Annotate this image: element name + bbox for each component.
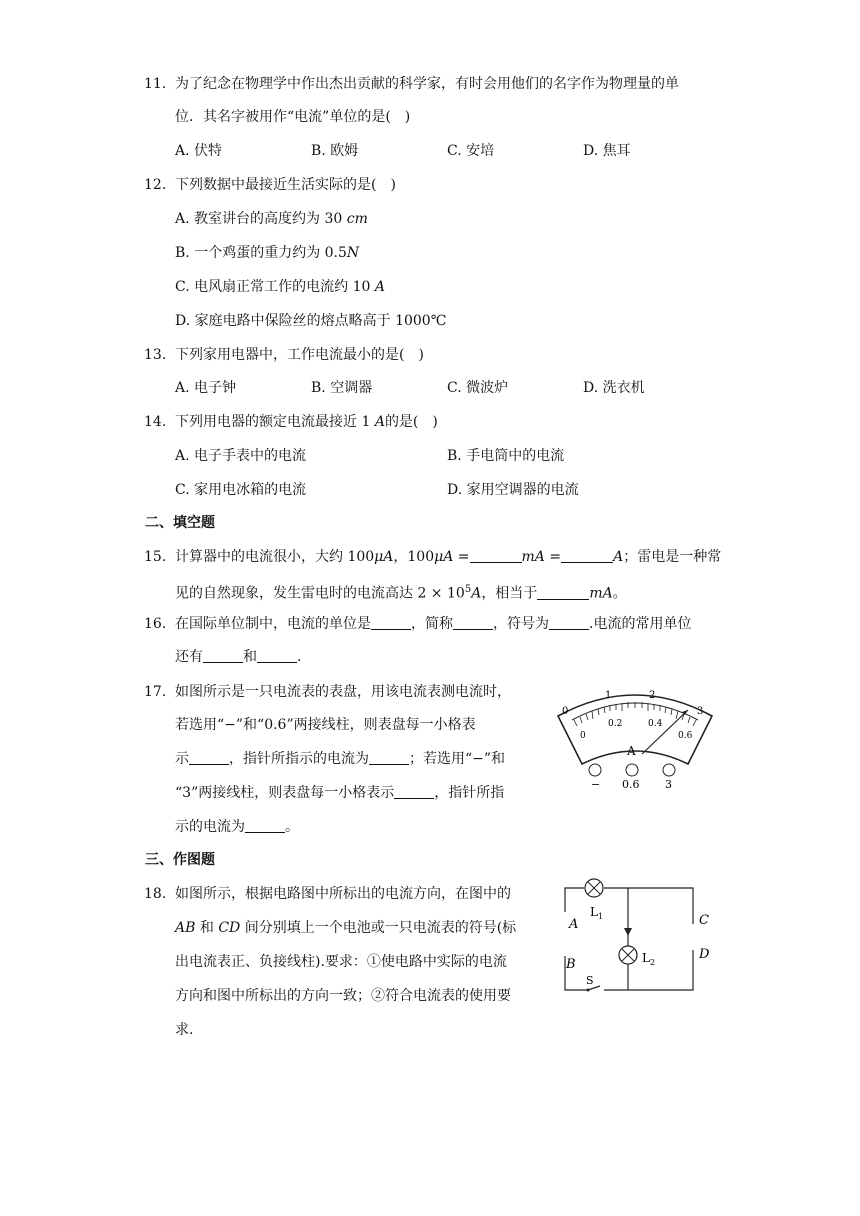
option-c[interactable]: C. 安培 bbox=[447, 143, 495, 159]
question-stem-line2: 见的自然现象，发生雷电时的电流高达 $2 \times 10^5A$，相当于 mA。 bbox=[175, 584, 627, 602]
question-stem-line1: 为了纪念在物理学中作出杰出贡献的科学家，有时会用他们的名字作为物理量的单 bbox=[175, 76, 679, 92]
option-b[interactable]: B. 欧姆 bbox=[311, 143, 359, 159]
question-stem-line3: 示 ，指针所指示的电流为 ；若选用“−”和 bbox=[175, 751, 506, 767]
wire-bottom-right bbox=[604, 962, 693, 990]
terminal-label: 0.6 bbox=[622, 778, 640, 791]
option-c[interactable]: C. 微波炉 bbox=[447, 380, 509, 396]
wire-a-top bbox=[565, 888, 584, 912]
answer-blank[interactable] bbox=[203, 648, 243, 663]
option-a[interactable]: A. 伏特 bbox=[175, 143, 223, 159]
upper-tick-label: 1 bbox=[605, 690, 612, 701]
switch-contact bbox=[587, 989, 590, 992]
terminal-0.6[interactable] bbox=[626, 764, 638, 776]
current-arrow bbox=[624, 928, 632, 936]
answer-blank[interactable] bbox=[561, 548, 613, 563]
switch-label: S bbox=[586, 974, 594, 987]
terminal-label: 3 bbox=[665, 778, 672, 791]
answer-blank[interactable] bbox=[369, 750, 409, 765]
point-b-label: B bbox=[566, 957, 576, 972]
option-d[interactable]: D. 家庭电路中保险丝的熔点略高于 1000℃ bbox=[175, 313, 447, 329]
question-number: 11. bbox=[144, 76, 167, 92]
question-stem-line4: 方向和图中所标出的方向一致；②符合电流表的使用要 bbox=[175, 988, 511, 1004]
question-stem-line4: “3”两接线柱，则表盘每一小格表示 ，指针所指 bbox=[175, 785, 505, 801]
question-number: 16. bbox=[144, 616, 167, 632]
upper-tick-label: 2 bbox=[649, 690, 656, 701]
point-d-label: D bbox=[699, 947, 710, 962]
option-b[interactable]: B. 手电筒中的电流 bbox=[447, 448, 565, 464]
question-number: 13. bbox=[144, 347, 167, 363]
question-stem-line5: 示的电流为 。 bbox=[175, 819, 299, 835]
option-c[interactable]: C. 家用电冰箱的电流 bbox=[175, 482, 307, 498]
question-stem-line1: 在国际单位制中，电流的单位是 ，简称 ，符号为 .电流的常用单位 bbox=[175, 616, 692, 632]
question-stem-line5: 求. bbox=[175, 1022, 194, 1038]
question-stem-line3: 出电流表正、负接线柱).要求：①使电路中实际的电流 bbox=[175, 954, 507, 970]
question-stem-line1: 计算器中的电流很小，大约 100μA，100μA = mA = A；雷电是一种常 bbox=[175, 549, 722, 565]
question-number: 14. bbox=[144, 414, 167, 430]
section-heading-drawing: 三、作图题 bbox=[145, 852, 215, 868]
upper-tick-label: 3 bbox=[697, 706, 704, 717]
answer-blank[interactable] bbox=[371, 615, 411, 630]
question-stem-line2: 还有 和 . bbox=[175, 649, 302, 665]
question-stem-line1: 如图所示是一只电流表的表盘，用该电流表测电流时， bbox=[175, 684, 511, 700]
question-stem: 下列用电器的额定电流最接近 1 A的是( ) bbox=[175, 414, 438, 430]
question-number: 12. bbox=[144, 177, 167, 193]
answer-blank[interactable] bbox=[537, 585, 589, 600]
scale-ticks bbox=[574, 702, 696, 726]
option-a[interactable]: A. 电子钟 bbox=[175, 380, 237, 396]
terminal-negative[interactable] bbox=[589, 764, 601, 776]
wire-top-right bbox=[604, 888, 693, 912]
ammeter-dial-figure bbox=[550, 676, 720, 796]
answer-blank[interactable] bbox=[257, 648, 297, 663]
answer-blank[interactable] bbox=[453, 615, 493, 630]
circuit-diagram-figure bbox=[560, 876, 720, 998]
question-number: 15. bbox=[144, 549, 167, 565]
option-d[interactable]: D. 焦耳 bbox=[583, 143, 631, 159]
lamp-l1-label: $L_1$ bbox=[590, 905, 604, 921]
option-b[interactable]: B. 空调器 bbox=[311, 380, 373, 396]
section-heading-fill-in: 二、填空题 bbox=[145, 515, 215, 531]
question-stem-line1: 如图所示，根据电路图中所标出的电流方向，在图中的 bbox=[175, 886, 511, 902]
option-c[interactable]: C. 电风扇正常工作的电流约 10 A bbox=[175, 279, 385, 295]
lamp-l2-label: $L_2$ bbox=[642, 951, 656, 967]
option-a[interactable]: A. 教室讲台的高度约为 30 cm bbox=[175, 211, 368, 227]
question-number: 18. bbox=[144, 886, 167, 902]
question-stem: 下列家用电器中，工作电流最小的是( ) bbox=[175, 347, 424, 363]
lower-tick-label: 0.6 bbox=[678, 731, 693, 741]
terminal-label: − bbox=[591, 778, 601, 791]
point-a-label: A bbox=[569, 917, 579, 932]
option-b[interactable]: B. 一个鸡蛋的重力约为 0.5N bbox=[175, 245, 360, 261]
lower-tick-label: 0.4 bbox=[648, 719, 663, 729]
unit-label: A bbox=[627, 744, 636, 758]
answer-blank[interactable] bbox=[189, 750, 229, 765]
question-stem-line2: 位．其名字被用作“电流”单位的是( ) bbox=[175, 109, 411, 125]
terminal-3[interactable] bbox=[663, 764, 675, 776]
option-a[interactable]: A. 电子手表中的电流 bbox=[175, 448, 307, 464]
question-number: 17. bbox=[144, 684, 167, 700]
question-stem: 下列数据中最接近生活实际的是( ) bbox=[175, 177, 396, 193]
answer-blank[interactable] bbox=[394, 784, 434, 799]
point-c-label: C bbox=[699, 913, 709, 928]
lower-tick-label: 0.2 bbox=[608, 719, 623, 729]
question-stem-line2: AB 和 CD 间分别填上一个电池或一只电流表的符号(标 bbox=[175, 920, 517, 936]
answer-blank[interactable] bbox=[549, 615, 589, 630]
option-d[interactable]: D. 洗衣机 bbox=[583, 380, 645, 396]
lower-tick-label: 0 bbox=[580, 731, 586, 741]
question-stem-line2: 若选用“−”和“0.6”两接线柱，则表盘每一小格表 bbox=[175, 717, 476, 733]
upper-tick-label: 0 bbox=[562, 706, 569, 717]
answer-blank[interactable] bbox=[470, 548, 522, 563]
option-d[interactable]: D. 家用空调器的电流 bbox=[447, 482, 579, 498]
answer-blank[interactable] bbox=[245, 818, 285, 833]
